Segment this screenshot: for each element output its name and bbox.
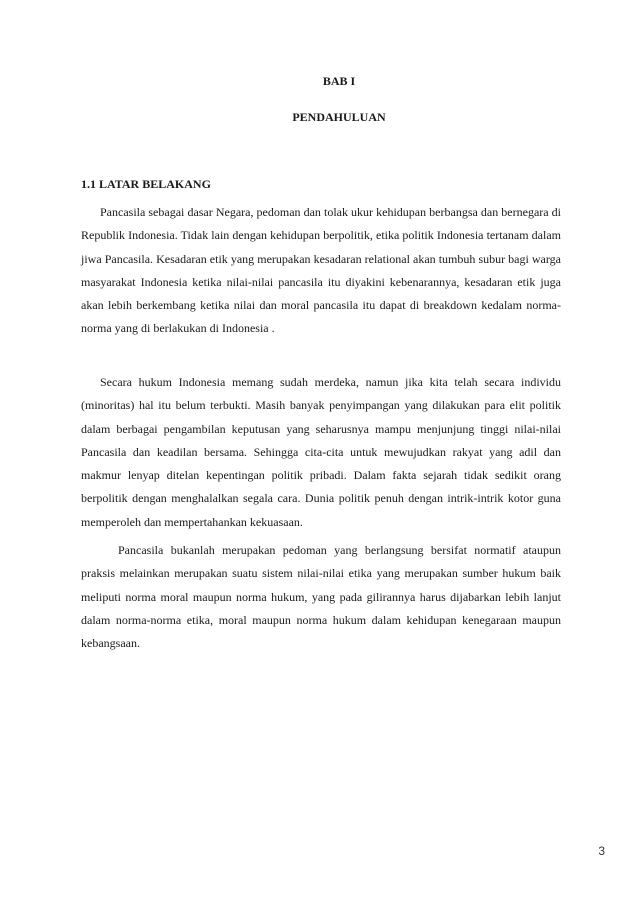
paragraph: Secara hukum Indonesia memang sudah merdeka, namun jika kita telah secara individu (minoritas) hal itu belum terbukti. Masih banyak penyimpangan yang dilakukan para elit politik dalam berbagai pengambilan keputusan yang seharusnya mampu menjunjung tinggi nilai-nilai Pancasila dan keadilan bersama. Sehingga cita-cita untuk mewujudkan rakyat yang adil dan makmur lenyap ditelan kepentingan politik pribadi. Dalam fakta sejarah tidak sedikit orang berpolitik dengan menghalalkan segala cara. Dunia politik penuh dengan intrik-intrik kotor guna memperoleh dan mempertahankan kekuasaan. (81, 375, 561, 529)
paragraph: Pancasila sebagai dasar Negara, pedoman dan tolak ukur kehidupan berbangsa dan bernegara di Republik Indonesia. Tidak lain dengan kehidupan berpolitik, etika politik Indonesia tertanam dalam jiwa Pancasila. Kesadaran etik yang merupakan kesadaran relational akan tumbuh subur bagi warga masyarakat Indonesia ketika nilai-nilai pancasila itu diyakini kebenarannya, kesadaran etik juga akan lebih berkembang ketika nilai dan moral pancasila itu dapat di breakdown kedalam norma-norma yang di berlakukan di Indonesia . (81, 205, 561, 336)
chapter-label: BAB I (322, 74, 356, 88)
page-number: 3 (598, 844, 605, 858)
paragraph: Pancasila bukanlah merupakan pedoman yang berlangsung bersifat normatif ataupun praksis melainkan merupakan suatu sistem nilai-nilai etika yang merupakan sumber hukum baik meliputi norma moral maupun norma hukum, yang pada gilirannya harus dijabarkan lebih lanjut dalam norma-norma etika, moral maupun norma hukum dalam kehidupan kenegaraan maupun kebangsaan. (81, 543, 561, 651)
section-title: 1.1 LATAR BELAKANG (81, 177, 211, 191)
chapter-title: PENDAHULUAN (292, 110, 386, 124)
